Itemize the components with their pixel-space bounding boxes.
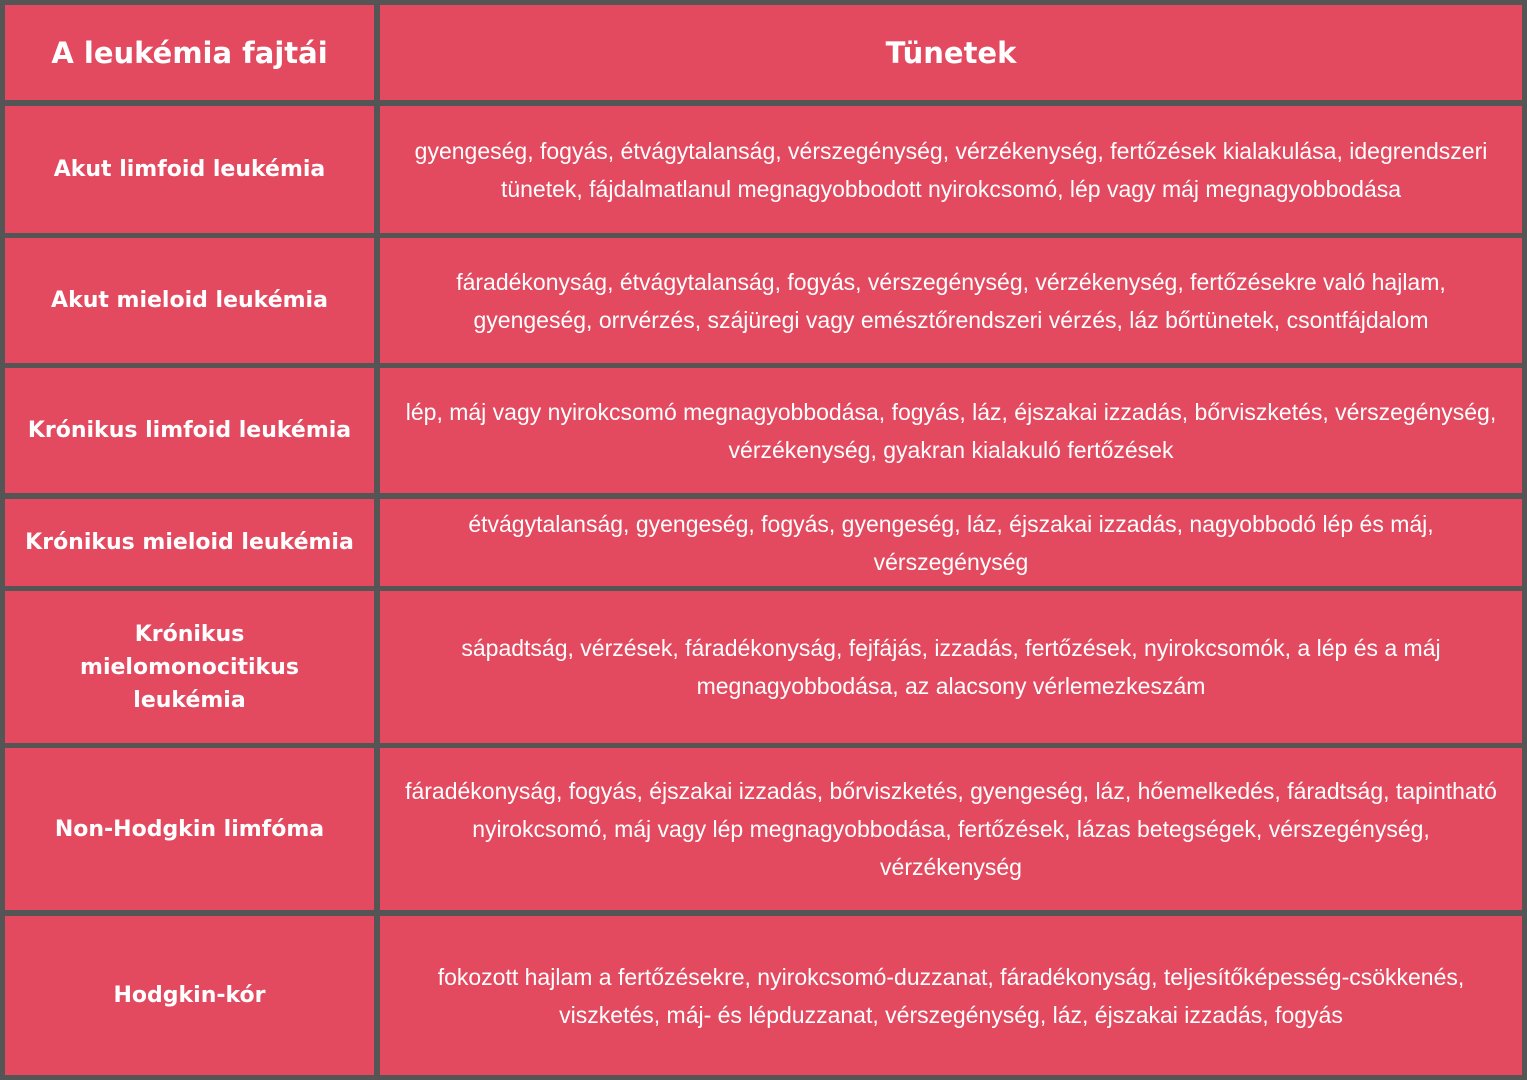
row-symptoms-non-hodgkin: fáradékonyság, fogyás, éjszakai izzadás, bőrviszketés, gyengeség, láz, hőemelkedés, fáradtság, tapintható nyirokcsomó, máj vagy lép megnagyobbodása, fertőzések, lázas betegségek, vérszegénység, vérzékenység: [380, 748, 1522, 910]
row-symptoms-akut-mieloid: fáradékonyság, étvágytalanság, fogyás, vérszegénység, vérzékenység, fertőzésekre való hajlam, gyengeség, orrvérzés, szájüregi vagy emésztőrendszeri vérzés, láz bőrtünetek, csontfájdalom: [380, 238, 1522, 363]
row-type-non-hodgkin: Non-Hodgkin limfóma: [5, 748, 374, 910]
row-type-kronikus-mielomonocitikus: Krónikus mielomonocitikus leukémia: [5, 591, 374, 743]
row-type-akut-mieloid: Akut mieloid leukémia: [5, 238, 374, 363]
row-type-kronikus-limfoid: Krónikus limfoid leukémia: [5, 368, 374, 493]
header-symptoms-column: Tünetek: [380, 5, 1522, 100]
row-type-hodgkin: Hodgkin-kór: [5, 916, 374, 1075]
row-symptoms-kronikus-limfoid: lép, máj vagy nyirokcsomó megnagyobbodása, fogyás, láz, éjszakai izzadás, bőrviszketés, vérszegénység, vérzékenység, gyakran kialakuló fertőzések: [380, 368, 1522, 493]
header-type-column: A leukémia fajtái: [5, 5, 374, 100]
row-symptoms-hodgkin: fokozott hajlam a fertőzésekre, nyirokcsomó-duzzanat, fáradékonyság, teljesítőképesség-csökkenés, viszketés, máj- és lépduzzanat, vérszegénység, láz, éjszakai izzadás, fogyás: [380, 916, 1522, 1075]
row-type-kronikus-mieloid: Krónikus mieloid leukémia: [5, 499, 374, 586]
row-type-akut-limfoid: Akut limfoid leukémia: [5, 106, 374, 233]
row-symptoms-kronikus-mieloid: étvágytalanság, gyengeség, fogyás, gyengeség, láz, éjszakai izzadás, nagyobbodó lép és máj, vérszegénység: [380, 499, 1522, 586]
row-symptoms-kronikus-mielomonocitikus: sápadtság, vérzések, fáradékonyság, fejfájás, izzadás, fertőzések, nyirokcsomók, a lép és a máj megnagyobbodása, az alacsony vérlemezkeszám: [380, 591, 1522, 743]
row-symptoms-akut-limfoid: gyengeség, fogyás, étvágytalanság, vérszegénység, vérzékenység, fertőzések kialakulása, idegrendszeri tünetek, fájdalmatlanul megnagyobbodott nyirokcsomó, lép vagy máj megnagyobbodása: [380, 106, 1522, 233]
